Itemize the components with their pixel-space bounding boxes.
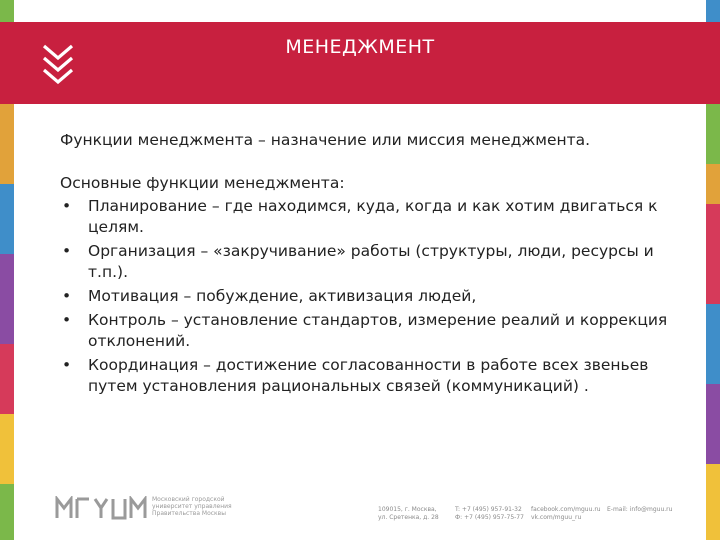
functions-heading: Основные функции менеджмента: [60, 174, 345, 192]
footer-email: E-mail: info@mguu.ru [607, 506, 673, 513]
bullet: • [62, 242, 72, 260]
university-name: Московский городской университет управления Правительства Москвы [152, 496, 232, 517]
function-term: Мотивация [88, 287, 179, 305]
function-text: – где находимся, куда, когда и как хотим двигаться к целям. [88, 197, 658, 236]
function-text: – побуждение, активизация людей, [178, 287, 477, 305]
slide-body [60, 130, 680, 400]
function-term: Планирование [88, 197, 207, 215]
definition-paragraph [60, 130, 680, 151]
list-item [60, 241, 680, 283]
list-item [60, 355, 680, 397]
list-item [60, 286, 680, 307]
function-text: – «закручивание» работы (структуры, люди, ресурсы и т.п.). [88, 242, 654, 281]
bullet: • [62, 356, 72, 374]
mguu-logo [55, 496, 147, 520]
definition-term: Функции менеджмента – [60, 131, 266, 149]
footer-phones: T: +7 (495) 957-91-32 Ф: +7 (495) 957-75-77 [455, 506, 524, 521]
definition-text: назначение или миссия менеджмента. [265, 131, 591, 149]
list-item [60, 196, 680, 238]
bullet: • [62, 287, 72, 305]
functions-list [60, 196, 680, 397]
title-band [0, 22, 720, 104]
function-text: – установление стандартов, измерение реалий и коррекция отклонений. [88, 311, 668, 350]
bullet: • [62, 197, 72, 215]
function-term: Контроль [88, 311, 167, 329]
bullet: • [62, 311, 72, 329]
function-term: Организация [88, 242, 196, 260]
list-item [60, 310, 680, 352]
slide-title: МЕНЕДЖМЕНТ [285, 36, 435, 58]
footer [0, 492, 720, 532]
footer-address: 109015, г. Москва, ул. Сретенка, д. 28 [378, 506, 439, 521]
function-term: Координация [88, 356, 199, 374]
footer-social: facebook.com/mguu.ru vk.com/mguu_ru [531, 506, 601, 521]
function-text: – достижение согласованности в работе всех звеньев путем установления рациональных связей (коммуникаций) . [88, 356, 649, 395]
